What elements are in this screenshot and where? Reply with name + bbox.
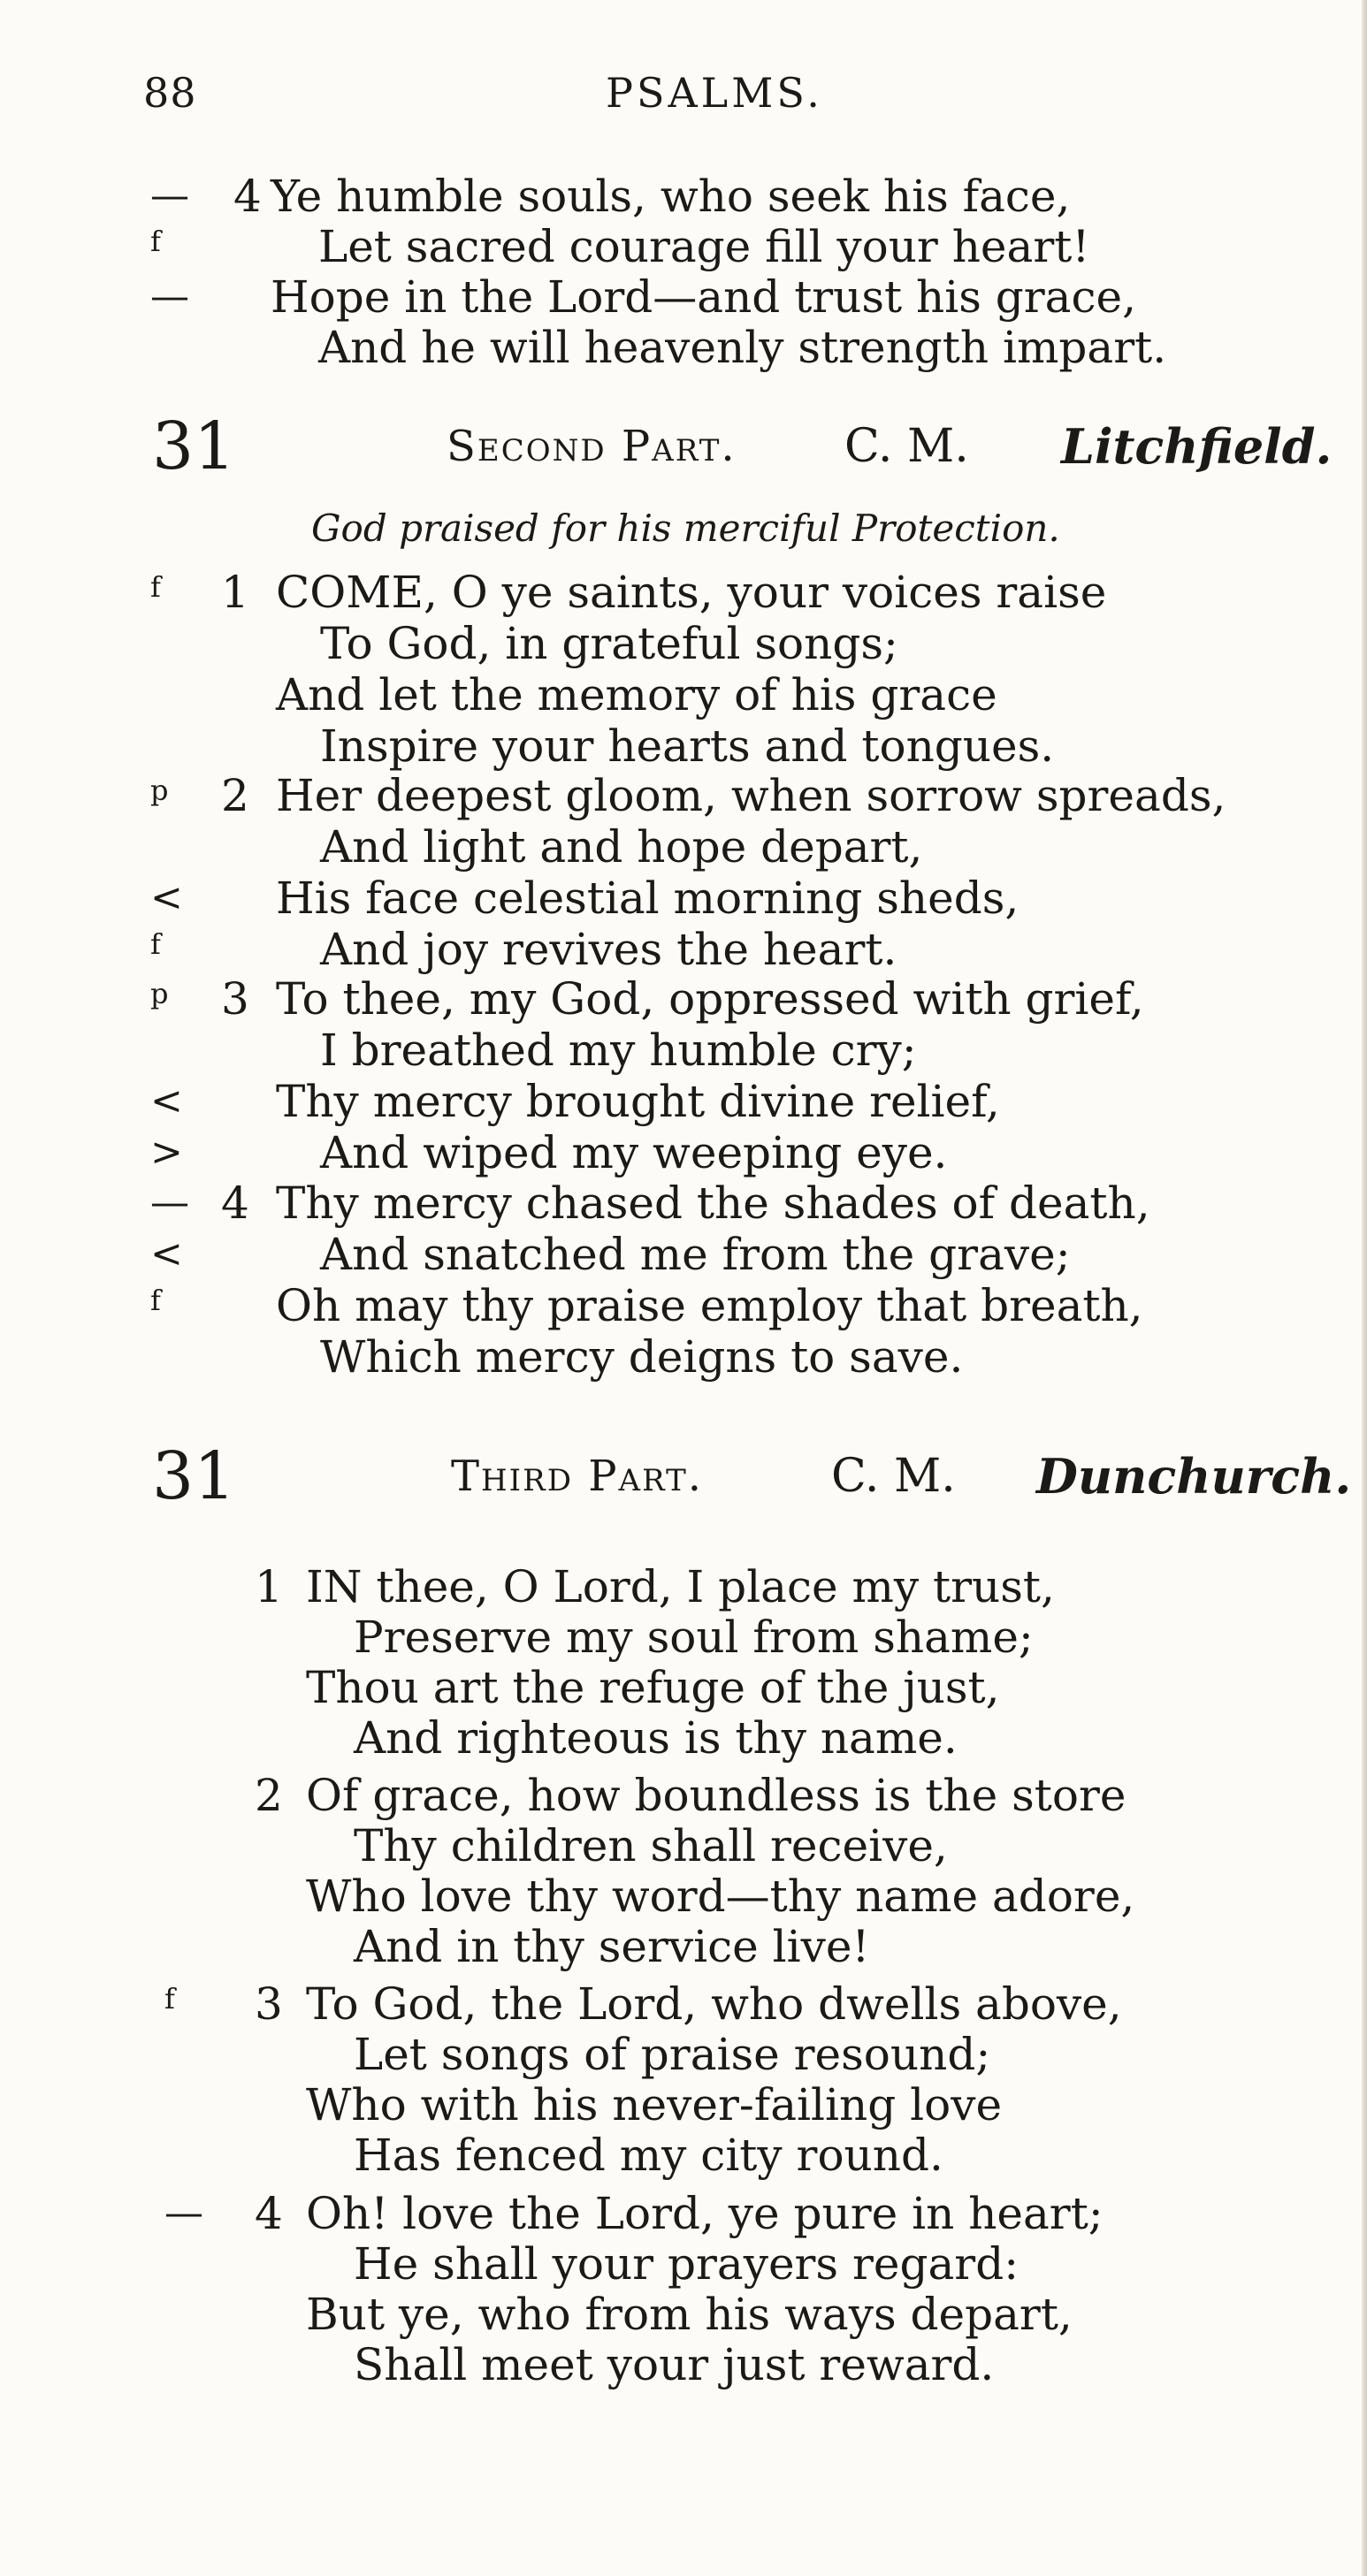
- stanza-line: [0, 1769, 1367, 1822]
- verse-line: And light and hope depart,: [320, 821, 923, 873]
- verse-line: Who love thy word—thy name adore,: [306, 1871, 1135, 1922]
- stanza-line: [0, 2028, 1367, 2081]
- intro-line: [0, 220, 1367, 273]
- intro-line: [0, 321, 1367, 374]
- running-title: PSALMS.: [606, 69, 823, 117]
- dynamic-mark: —: [150, 274, 189, 319]
- stanza-line: [0, 2338, 1367, 2391]
- dynamic-mark: f: [150, 225, 161, 258]
- meter-label: C. M.: [831, 1450, 956, 1503]
- dynamic-mark: f: [164, 1982, 175, 2016]
- stanza-line: [0, 1279, 1367, 1332]
- verse-line: Who with his never-failing love: [306, 2079, 1003, 2130]
- verse-number: 1: [255, 1561, 283, 1612]
- stanza-line: [0, 1330, 1367, 1383]
- tune-name: Litchfield.: [1061, 418, 1333, 475]
- verse-line: Shall meet your just reward.: [354, 2339, 995, 2390]
- part-title: Second Part.: [447, 422, 737, 471]
- stanza-line: [0, 872, 1367, 925]
- verse-line: IN thee, O Lord, I place my trust,: [306, 1561, 1055, 1612]
- dynamic-mark: f: [150, 1284, 161, 1317]
- verse-line: Her deepest gloom, when sorrow spreads,: [276, 770, 1226, 821]
- dynamic-mark: <: [150, 1078, 183, 1124]
- dynamic-mark: f: [150, 927, 161, 961]
- verse-line: But ye, who from his ways depart,: [306, 2289, 1073, 2340]
- dynamic-mark: p: [150, 774, 169, 807]
- stanza-line: [0, 1560, 1367, 1613]
- verse-line: Let sacred courage fill your heart!: [318, 221, 1090, 272]
- dynamic-mark: p: [150, 977, 169, 1010]
- section-heading: [0, 1437, 1367, 1516]
- verse-number: 4: [233, 171, 262, 222]
- stanza-line: [0, 1920, 1367, 1973]
- verse-number: 4: [255, 2188, 283, 2239]
- verse-line: Thy mercy chased the shades of death,: [276, 1177, 1150, 1229]
- stanza-line: [0, 566, 1367, 619]
- verse-line: Hope in the Lord—and trust his grace,: [271, 271, 1136, 323]
- stanza-line: [0, 1126, 1367, 1179]
- verse-line: Thy mercy brought divine relief,: [276, 1076, 1000, 1127]
- stanza-line: [0, 1075, 1367, 1128]
- stanza-line: [0, 1611, 1367, 1664]
- verse-number: 2: [255, 1770, 283, 1821]
- dynamic-mark: —: [150, 1180, 189, 1225]
- verse-line: I breathed my humble cry;: [320, 1025, 917, 1076]
- verse-line: And he will heavenly strength impart.: [318, 322, 1167, 373]
- dynamic-mark: >: [150, 1130, 183, 1175]
- stanza-line: [0, 617, 1367, 670]
- dynamic-mark: <: [150, 1231, 183, 1277]
- verse-line: Let songs of praise resound;: [354, 2029, 991, 2080]
- page-number: 88: [143, 69, 197, 117]
- verse-line: COME, O ye saints, your voices raise: [276, 567, 1107, 618]
- intro-line: [0, 170, 1367, 223]
- verse-number: 3: [255, 1978, 283, 2030]
- dynamic-mark: —: [150, 173, 189, 218]
- verse-line: Oh! love the Lord, ye pure in heart;: [306, 2188, 1104, 2239]
- stanza-line: [0, 1024, 1367, 1077]
- stanza-line: [0, 2237, 1367, 2290]
- part-title: Third Part.: [451, 1452, 704, 1501]
- verse-line: And wiped my weeping eye.: [320, 1127, 948, 1178]
- stanza-line: [0, 668, 1367, 721]
- verse-line: To God, the Lord, who dwells above,: [306, 1978, 1122, 2030]
- stanza-line: [0, 1870, 1367, 1923]
- stanza-line: [0, 1177, 1367, 1230]
- dynamic-mark: —: [164, 2191, 203, 2236]
- verse-line: Ye humble souls, who seek his face,: [271, 171, 1071, 222]
- verse-number: 4: [221, 1177, 249, 1229]
- verse-line: Has fenced my city round.: [354, 2130, 943, 2181]
- stanza-line: [0, 2129, 1367, 2182]
- verse-line: And snatched me from the grave;: [320, 1229, 1071, 1280]
- verse-line: Thy children shall receive,: [354, 1820, 948, 1871]
- stanza-line: [0, 2288, 1367, 2341]
- dynamic-mark: f: [150, 570, 161, 604]
- page-header: [0, 53, 1367, 133]
- verse-number: 2: [221, 770, 249, 821]
- stanza-line: [0, 2078, 1367, 2131]
- verse-line: And let the memory of his grace: [276, 669, 997, 720]
- verse-line: Inspire your hearts and tongues.: [320, 720, 1055, 772]
- section-heading: [0, 407, 1367, 486]
- verse-line: Thou art the refuge of the just,: [306, 1662, 1000, 1713]
- verse-line: Of grace, how boundless is the store: [306, 1770, 1126, 1821]
- stanza-line: [0, 720, 1367, 773]
- verse-line: Which mercy deigns to save.: [320, 1331, 964, 1383]
- stanza-line: [0, 972, 1367, 1025]
- verse-line: Oh may thy praise employ that breath,: [276, 1280, 1143, 1331]
- verse-line: Preserve my soul from shame;: [354, 1612, 1034, 1663]
- verse-number: 1: [221, 567, 249, 618]
- psalm-number: 31: [152, 1438, 236, 1514]
- verse-line: And in thy service live!: [354, 1921, 870, 1972]
- verse-line: And joy revives the heart.: [320, 924, 897, 975]
- stanza-line: [0, 1978, 1367, 2031]
- section-subtitle: God praised for his merciful Protection.: [311, 507, 1060, 550]
- stanza-line: [0, 1819, 1367, 1872]
- tune-name: Dunchurch.: [1036, 1448, 1352, 1505]
- stanza-line: [0, 923, 1367, 976]
- stanza-line: [0, 769, 1367, 822]
- stanza-line: [0, 1228, 1367, 1281]
- stanza-line: [0, 820, 1367, 873]
- verse-line: To God, in grateful songs;: [320, 618, 898, 669]
- verse-line: To thee, my God, oppressed with grief,: [276, 973, 1144, 1025]
- stanza-line: [0, 2187, 1367, 2240]
- verse-line: His face celestial morning sheds,: [276, 873, 1020, 924]
- dynamic-mark: <: [150, 875, 183, 920]
- intro-line: [0, 271, 1367, 324]
- verse-number: 3: [221, 973, 249, 1025]
- meter-label: C. M.: [844, 420, 969, 473]
- verse-line: And righteous is thy name.: [354, 1712, 958, 1764]
- psalm-number: 31: [152, 408, 236, 484]
- stanza-line: [0, 1711, 1367, 1764]
- stanza-line: [0, 1661, 1367, 1714]
- verse-line: He shall your prayers regard:: [354, 2238, 1020, 2290]
